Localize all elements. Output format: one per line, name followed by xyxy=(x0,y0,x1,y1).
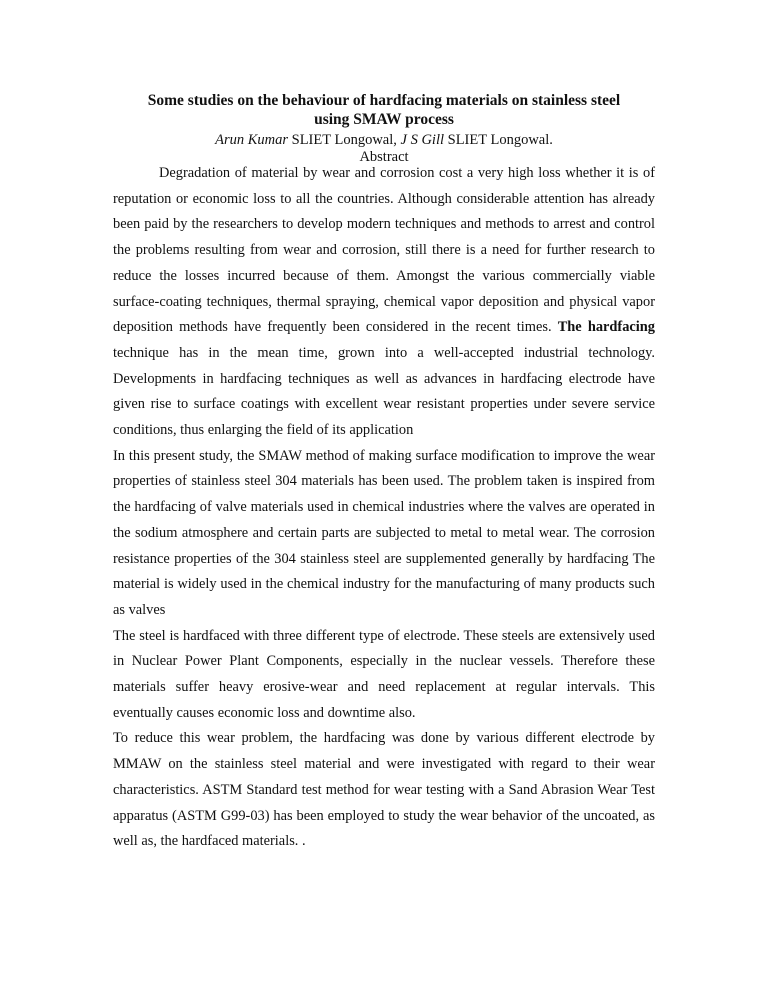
paragraph-text: Degradation of material by wear and corrosion cost a very high loss whether it is of reputation or economic loss to all the countries. Although considerable attention has already been paid by the researchers to develop modern techniques and methods to arrest and control the problems resulting from wear and corrosion, still there is a need for further research to reduce the losses incurred because of them. Amongst the various commercially viable surface-coating techniques, thermal spraying, chemical vapor deposition and physical vapor deposition methods have frequently been considered in the recent times. xyxy=(113,165,655,336)
author-name: Arun Kumar xyxy=(215,132,289,148)
paragraph: To reduce this wear problem, the hardfacing was done by various different electrode by MMAW on the stainless steel material and were investigated with regard to their wear characteristics. ASTM Standard test method for wear testing with a Sand Abrasion Wear Test apparatus (ASTM G99-03) has been employed to study the wear behavior of the uncoated, as well as, the hardfaced materials. . xyxy=(113,730,655,850)
author-name: J S Gill xyxy=(400,132,445,148)
author-affiliation: SLIET Longowal. xyxy=(444,132,553,148)
abstract-heading: Abstract xyxy=(359,149,409,165)
author-line xyxy=(110,131,658,149)
paper-title-line-2: using SMAW process xyxy=(314,111,454,128)
abstract-body xyxy=(113,161,655,855)
paragraph xyxy=(113,161,655,444)
paragraph: In this present study, the SMAW method of making surface modification to improve the wear properties of stainless steel 304 materials has been used. The problem taken is inspired from the hardfacing of valve materials used in chemical industries where the valves are operated in the sodium atmosphere and certain parts are subjected to metal to metal wear. The corrosion resistance properties of the 304 stainless steel are supplemented generally by hardfacing The material is widely used in the chemical industry for the manufacturing of many products such as valves xyxy=(113,447,655,618)
bold-term: The hardfacing xyxy=(557,319,656,336)
paragraph-text: technique has in the mean time, grown into a well-accepted industrial technology. Developments in hardfacing techniques as well as advances in hardfacing electrode have given rise to surface coatings with excellent wear resistant properties under severe service conditions, thus enlarging the field of its application xyxy=(113,344,655,439)
paragraph: The steel is hardfaced with three different type of electrode. These steels are extensively used in Nuclear Power Plant Components, especially in the nuclear vessels. Therefore these materials suffer heavy erosive-wear and need replacement at regular intervals. This eventually causes economic loss and downtime also. xyxy=(113,627,655,721)
paper-title xyxy=(110,91,658,129)
author-affiliation: SLIET Longowal, xyxy=(288,132,401,148)
paper-title-line-1: Some studies on the behaviour of hardfacing materials on stainless steel xyxy=(147,92,621,109)
